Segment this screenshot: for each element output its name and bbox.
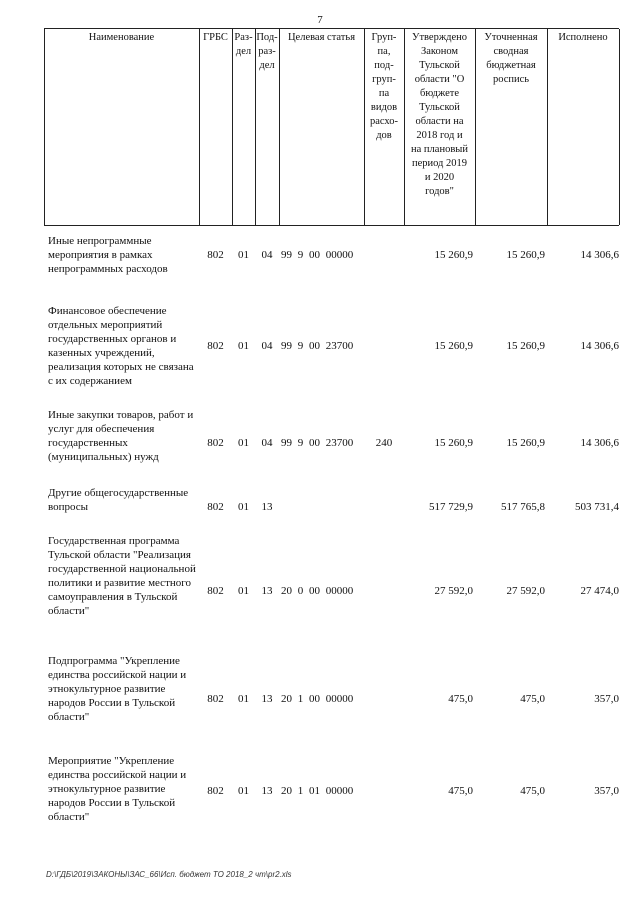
row-name: Мероприятие "Укрепление единства российской нации и этнокультурное развитие народов России в Тульской области"	[48, 755, 187, 823]
row-razdel: 01	[238, 501, 249, 513]
row-podrazdel: 13	[261, 501, 273, 513]
row-razdel: 01	[238, 693, 249, 705]
row-refined: 15 260,9	[506, 249, 545, 261]
row-razdel: 01	[238, 249, 249, 261]
row-grbs: 802	[207, 340, 224, 352]
row-razdel: 01	[238, 585, 249, 597]
row-grbs: 802	[207, 785, 224, 797]
row-grbs: 802	[207, 693, 224, 705]
row-target: 20 1 01 00000	[281, 785, 354, 797]
row-executed: 27 474,0	[580, 585, 619, 597]
row-target: 20 0 00 00000	[281, 585, 354, 597]
row-executed: 14 306,6	[580, 340, 619, 352]
row-podrazdel: 13	[261, 585, 273, 597]
row-grbs: 802	[207, 249, 224, 261]
row-grbs: 802	[207, 437, 224, 449]
row-name: Иные закупки товаров, работ и услуг для обеспечения государственных (муниципальных) нужд	[48, 409, 194, 463]
row-podrazdel: 04	[261, 249, 273, 261]
row-target: 20 1 00 00000	[281, 693, 354, 705]
row-refined: 15 260,9	[506, 437, 545, 449]
file-path-footer: D:\ГДБ\2019\ЗАКОНЫ\ЗАС_66\Исп. бюджет ТО 2018_2 чт\pr2.xls	[46, 870, 292, 879]
header-razdel: Раз- дел	[234, 32, 253, 57]
row-target: 99 9 00 00000	[281, 249, 354, 261]
row-executed: 357,0	[594, 693, 619, 705]
row-approved: 15 260,9	[434, 249, 473, 261]
row-approved: 15 260,9	[434, 437, 473, 449]
page-number: 7	[317, 14, 323, 26]
row-podrazdel: 13	[261, 693, 273, 705]
row-razdel: 01	[238, 340, 249, 352]
row-executed: 503 731,4	[575, 501, 619, 513]
row-podrazdel: 04	[261, 340, 273, 352]
header-name: Наименование	[88, 32, 155, 43]
header-group: Груп- па, под- груп- па видов расхо- дов	[369, 32, 399, 141]
row-approved: 517 729,9	[429, 501, 473, 513]
header-podrazdel: Под- раз- дел	[256, 32, 278, 71]
row-name: Государственная программа Тульской области "Реализация государственной национальной политики и развитие местного самоуправления в Тульской области"	[48, 535, 196, 617]
row-refined: 15 260,9	[506, 340, 545, 352]
row-refined: 475,0	[520, 693, 545, 705]
header-executed: Исполнено	[558, 32, 608, 43]
row-approved: 27 592,0	[434, 585, 473, 597]
row-podrazdel: 04	[261, 437, 273, 449]
row-executed: 14 306,6	[580, 437, 619, 449]
header-approved: Утверждено Законом Тульской области "О бюджете Тульской области на 2018 год и на плановый период 2019 и 2020 годов"	[411, 32, 468, 197]
row-refined: 517 765,8	[501, 501, 545, 513]
row-razdel: 01	[238, 785, 249, 797]
table-header	[44, 28, 619, 226]
row-grbs: 802	[207, 585, 224, 597]
header-refined: Уточненная сводная бюджетная роспись	[484, 32, 538, 85]
row-approved: 15 260,9	[434, 340, 473, 352]
header-target: Целевая статья	[287, 32, 356, 43]
row-name: Финансовое обеспечение отдельных мероприятий государственных органов и казенных учреждений, реализация которых не связана с их содержанием	[48, 305, 194, 387]
row-executed: 357,0	[594, 785, 619, 797]
row-approved: 475,0	[448, 785, 473, 797]
row-group: 240	[375, 437, 393, 449]
row-approved: 475,0	[448, 693, 473, 705]
row-refined: 475,0	[520, 785, 545, 797]
row-name: Подпрограмма "Укрепление единства российской нации и этнокультурное развитие народов России в Тульской области"	[48, 655, 187, 723]
row-grbs: 802	[207, 501, 224, 513]
row-podrazdel: 13	[261, 785, 273, 797]
row-name: Другие общегосударственные вопросы	[48, 487, 189, 513]
row-razdel: 01	[238, 437, 249, 449]
row-executed: 14 306,6	[580, 249, 619, 261]
row-refined: 27 592,0	[506, 585, 545, 597]
row-target: 99 9 00 23700	[281, 340, 354, 352]
row-target: 99 9 00 23700	[281, 437, 354, 449]
row-name: Иные непрограммные мероприятия в рамках непрограммных расходов	[48, 235, 168, 275]
header-grbs: ГРБС	[203, 32, 228, 43]
